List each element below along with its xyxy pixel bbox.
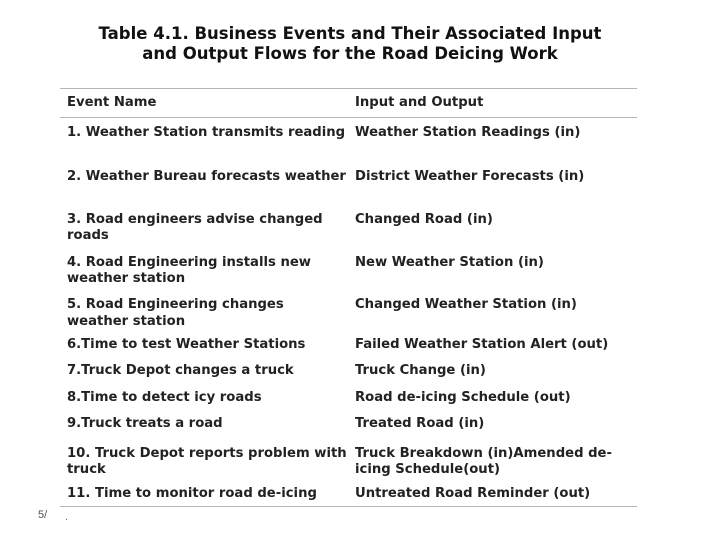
table-row	[60, 160, 637, 203]
table-row	[60, 357, 637, 384]
footer-dot: .	[65, 511, 69, 523]
header-event-name: Event Name	[60, 89, 348, 118]
event-cell: 6.Time to test Weather Stations	[67, 336, 306, 352]
title-line-2: and Output Flows for the Road Deicing Work	[142, 44, 558, 63]
business-events-table	[60, 88, 637, 507]
header-input-output: Input and Output	[348, 89, 637, 118]
event-cell: 2. Weather Bureau forecasts weather	[67, 169, 346, 185]
event-cell: 7.Truck Depot changes a truck	[67, 363, 294, 379]
io-cell: Changed Road (in)	[355, 211, 493, 227]
table-row	[60, 331, 637, 358]
table-row	[60, 288, 637, 331]
io-cell: Road de-icing Schedule (out)	[355, 389, 571, 405]
table-header-row	[60, 89, 637, 118]
event-cell: 1. Weather Station transmits reading	[67, 125, 346, 140]
table-row	[60, 246, 637, 289]
event-cell: 11. Time to monitor road de-icing	[60, 480, 348, 507]
title-line-1: Table 4.1. Business Events and Their Associated Input	[98, 24, 602, 43]
table-row	[60, 203, 637, 246]
page-number: 5/	[38, 509, 48, 521]
io-cell: Weather Station Readings (in)	[355, 125, 581, 140]
table-row	[60, 480, 637, 507]
table-row	[60, 118, 637, 161]
page-title	[60, 24, 640, 64]
event-cell: 3. Road engineers advise changed roads	[67, 211, 323, 244]
table-row	[60, 410, 637, 437]
io-cell: Changed Weather Station (in)	[355, 297, 577, 313]
io-cell: Treated Road (in)	[355, 416, 485, 432]
event-cell: 4. Road Engineering installs new weather station	[67, 254, 311, 287]
io-cell: Truck Change (in)	[355, 363, 486, 379]
event-cell: 10. Truck Depot reports problem with truck	[67, 445, 347, 478]
io-cell: District Weather Forecasts (in)	[355, 169, 585, 185]
event-cell: 9.Truck treats a road	[67, 416, 223, 432]
table-row	[60, 437, 637, 480]
io-cell: Failed Weather Station Alert (out)	[355, 336, 609, 352]
event-cell: 8.Time to detect icy roads	[67, 389, 262, 405]
io-cell: Truck Breakdown (in)Amended de-icing Schedule(out)	[355, 445, 612, 478]
io-cell: Untreated Road Reminder (out)	[348, 480, 637, 507]
event-cell: 5. Road Engineering changes weather station	[67, 297, 284, 329]
table-row	[60, 384, 637, 411]
io-cell: New Weather Station (in)	[355, 254, 544, 270]
